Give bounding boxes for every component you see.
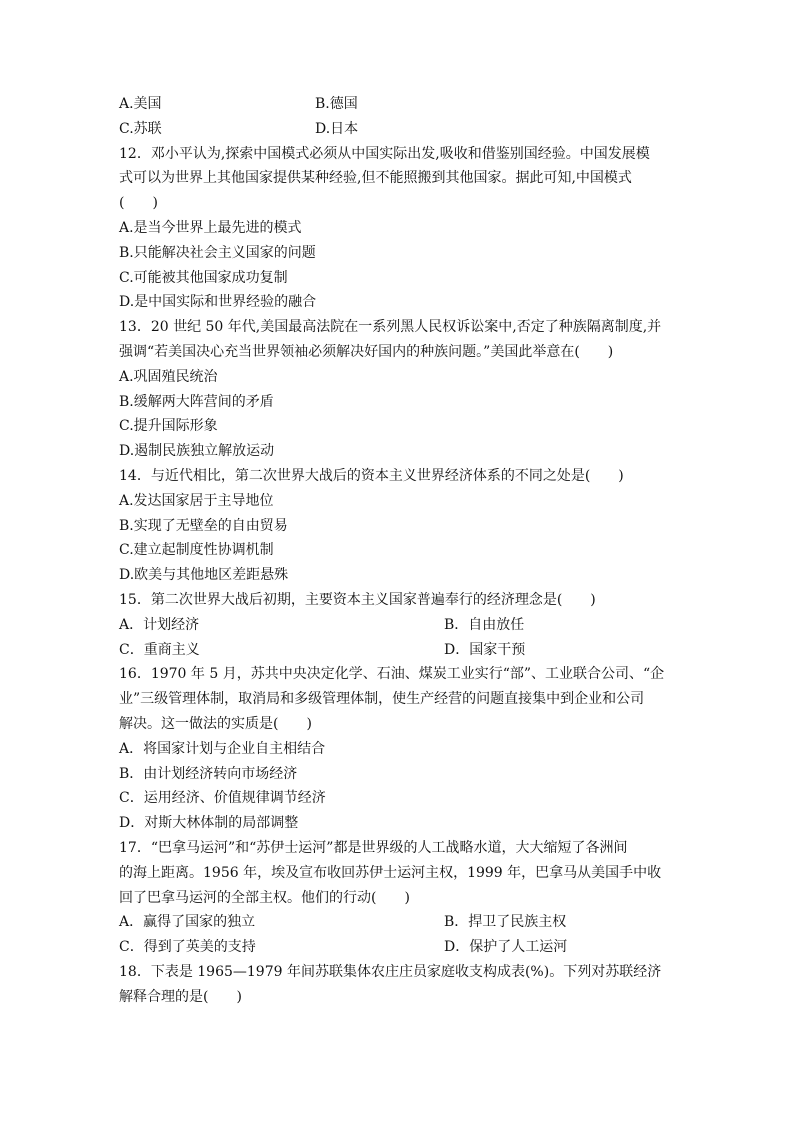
q17-option-b: B．捍卫了民族主权 <box>444 914 567 931</box>
q15-options-row-1 <box>119 613 689 638</box>
q12-stem-line-3: ( ) <box>119 195 158 212</box>
q17-stem-line-3: 回了巴拿马运河的全部主权。他们的行动( ) <box>119 889 410 906</box>
q11-option-c: C.苏联 <box>119 120 162 137</box>
q14-option-a: A.发达国家居于主导地位 <box>119 492 274 509</box>
q18-stem-line-2: 解释合理的是( ) <box>119 988 242 1005</box>
q12-stem-line-2: 式可以为世界上其他国家提供某种经验,但不能照搬到其他国家。据此可知,中国模式 <box>119 170 632 187</box>
q13-option-c: C.提升国际形象 <box>119 418 218 435</box>
q18-stem-line-1: 18．下表是 1965—1979 年间苏联集体农庄庄员家庭收支构成表(%)。下列对苏联经济 <box>119 963 662 980</box>
exam-content <box>119 92 689 1009</box>
q16-option-a: A．将国家计划与企业自主相结合 <box>119 740 326 757</box>
q14-option-b: B.实现了无壁垒的自由贸易 <box>119 517 288 534</box>
q16-stem-line-1: 16．1970 年 5 月，苏共中央决定化学、石油、煤炭工业实行“部”、工业联合公司、“企 <box>119 666 665 683</box>
q15-options-row-2 <box>119 638 689 663</box>
q15-option-d: D．国家干预 <box>444 641 526 658</box>
q15-option-b: B．自由放任 <box>444 616 525 633</box>
q12-option-b: B.只能解决社会主义国家的问题 <box>119 244 316 261</box>
q15-option-a: A．计划经济 <box>119 616 200 633</box>
q11-option-a: A.美国 <box>119 96 162 112</box>
q13-option-b: B.缓解两大阵营间的矛盾 <box>119 393 274 410</box>
q17-stem-line-2: 的海上距离。1956 年，埃及宣布收回苏伊士运河主权，1999 年，巴拿马从美国手中收 <box>119 864 662 881</box>
q16-stem-line-3: 解决。这一做法的实质是( ) <box>119 715 312 732</box>
q11-option-d: D.日本 <box>315 120 359 137</box>
q17-option-a: A．赢得了国家的独立 <box>119 914 256 931</box>
q16-option-b: B．由计划经济转向市场经济 <box>119 765 298 782</box>
q14-option-d: D.欧美与其他地区差距悬殊 <box>119 567 289 584</box>
q13-stem-line-1: 13．20 世纪 50 年代,美国最高法院在一系列黑人民权诉讼案中,否定了种族隔离制度,并 <box>119 319 662 336</box>
q12-option-d: D.是中国实际和世界经验的融合 <box>119 294 317 311</box>
q12-option-a: A.是当今世界上最先进的模式 <box>119 219 302 236</box>
q17-options-row-2 <box>119 935 689 960</box>
q16-option-d: D．对斯大林体制的局部调整 <box>119 815 299 832</box>
q17-option-d: D．保护了人工运河 <box>444 939 568 956</box>
q11-options-row-2 <box>119 117 689 142</box>
q14-option-c: C.建立起制度性协调机制 <box>119 542 274 559</box>
q13-option-a: A.巩固殖民统治 <box>119 368 218 385</box>
q12-stem-line-1: 12．邓小平认为,探索中国模式必须从中国实际出发,吸收和借鉴别国经验。中国发展模 <box>119 145 650 162</box>
q11-options-row-1 <box>119 92 689 117</box>
q13-stem-line-2: 强调“若美国决心充当世界领袖必须解决好国内的种族问题。”美国此举意在( ) <box>119 343 614 360</box>
q14-stem-line-1: 14．与近代相比，第二次世界大战后的资本主义世界经济体系的不同之处是( ) <box>119 467 624 484</box>
q16-option-c: C．运用经济、价值规律调节经济 <box>119 790 326 807</box>
q11-option-b: B.德国 <box>315 96 358 112</box>
q15-option-c: C．重商主义 <box>119 641 200 658</box>
q17-stem-line-1: 17．“巴拿马运河”和“苏伊士运河”都是世界级的人工战略水道，大大缩短了各洲间 <box>119 839 628 856</box>
q16-stem-line-2: 业”三级管理体制，取消局和多级管理体制，使生产经营的问题直接集中到企业和公司 <box>119 691 645 708</box>
q12-option-c: C.可能被其他国家成功复制 <box>119 269 288 286</box>
q15-stem-line-1: 15．第二次世界大战后初期，主要资本主义国家普遍奉行的经济理念是( ) <box>119 591 596 608</box>
q17-options-row-1 <box>119 910 689 935</box>
q13-option-d: D.遏制民族独立解放运动 <box>119 443 275 460</box>
q17-option-c: C．得到了英美的支持 <box>119 939 256 956</box>
